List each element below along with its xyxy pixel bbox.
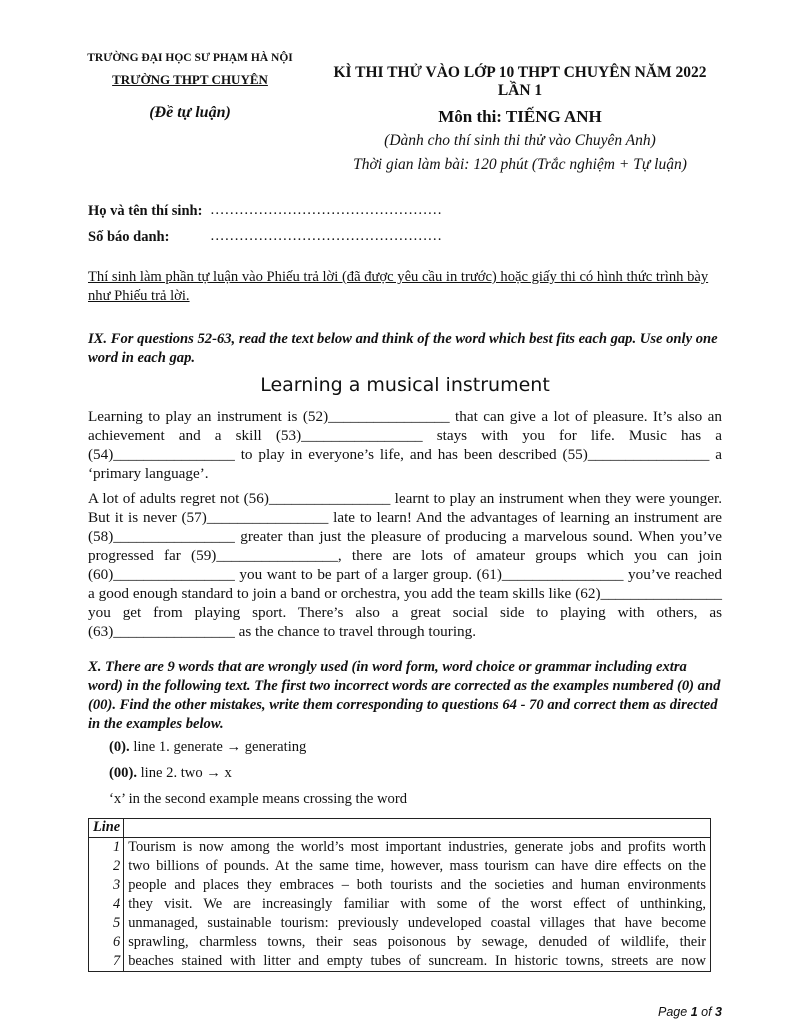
line-number: 2 (89, 857, 124, 876)
exam-round: LẦN 1 (497, 82, 543, 99)
table-row (89, 876, 711, 895)
table-row (89, 838, 711, 858)
line-text: two billions of pounds. At the same time, however, mass tourism can have dire effects on the (124, 857, 711, 876)
example-00-text: line 2. two → x (140, 765, 232, 781)
passage-paragraph-2: A lot of adults regret not (56)________________ learnt to play an instrument when they were younger. But it is never (57)________________ late to learn! And the advantages of learning an instrument are (58)________________ greater than just the pleasure of producing a marvelous sound. When you’ve progressed far (59)________________, there are lots of amateur groups which you can join (60)________________ you want to be part of a larger group. (61)________________ you’ve reached a good enough standard to join a band or orchestra, you add the team skills like (62)________________ you get from playing sport. There’s also a great social side to playing with others, as (63)________________ as the chance to travel through touring. (88, 490, 722, 640)
table-row (89, 952, 711, 972)
page-number: 1 (690, 1005, 698, 1019)
section-x-question: X. There are 9 words that are wrongly used (in word form, word choice or grammar including extra word) in the following text. The first two incorrect words are corrected as the examples numbered (0) and (00). Find the other mistakes, write them corresponding to questions 64 - 70 and correct them as directed in the examples below. (88, 659, 721, 732)
section-type: (Đề tự luận) (149, 104, 231, 121)
line-text: unmanaged, sustainable tourism: previously undeveloped coastal villages that have become (124, 914, 711, 933)
example-note: ‘x’ in the second example means crossing the word (109, 791, 408, 807)
page-label: Page (658, 1005, 688, 1019)
text-column-header (124, 819, 711, 838)
table-header-row (89, 819, 711, 838)
passage-title: Learning a musical instrument (260, 374, 550, 396)
line-number: 6 (89, 933, 124, 952)
audience-note: (Dành cho thí sinh thi thử vào Chuyên Anh) (384, 132, 656, 149)
line-text: they visit. We are increasingly familiar with some of the worst effect of unthinking, (124, 895, 711, 914)
line-number: 4 (89, 895, 124, 914)
line-number: 7 (89, 952, 124, 972)
line-text: beaches stained with litter and empty tubes of suncream. In historic towns, streets are now (124, 952, 711, 972)
line-number: 3 (89, 876, 124, 895)
section-ix-question: IX. For questions 52-63, read the text below and think of the word which best fits each gap. Use only one word in each gap. (88, 331, 718, 366)
table-row (89, 857, 711, 876)
example-0-number: (0). (109, 739, 130, 755)
candidate-name-label: Họ và tên thí sinh: (88, 203, 203, 219)
table-row (89, 914, 711, 933)
candidate-name-field: ………………………………………… (210, 202, 442, 218)
error-text-table (88, 818, 711, 972)
page-footer (658, 1005, 722, 1019)
line-number: 1 (89, 838, 124, 858)
passage-paragraph-1: Learning to play an instrument is (52)________________ that can give a lot of pleasure. It’s also an achievement and a skill (53)________________ stays with you for life. Music has a (54)________________ to play in everyone’s life, and has been described (55)________________ a ‘primary language’. (88, 408, 722, 482)
table-row (89, 895, 711, 914)
candidate-id-field: ………………………………………… (210, 228, 442, 244)
example-00-number: (00). (109, 765, 137, 781)
university-name: TRƯỜNG ĐẠI HỌC SƯ PHẠM HÀ NỘI (87, 52, 293, 64)
line-column-header: Line (89, 819, 124, 838)
subject-title: Môn thi: TIẾNG ANH (438, 107, 602, 126)
page-total: 3 (715, 1005, 722, 1019)
example-00 (109, 765, 232, 782)
school-name: TRƯỜNG THPT CHUYÊN (112, 72, 268, 87)
table-row (89, 933, 711, 952)
line-text: people and places they embraces – both tourists and the societies and human environments (124, 876, 711, 895)
page-of-label: of (701, 1005, 712, 1019)
line-number: 5 (89, 914, 124, 933)
answer-sheet-instruction: Thí sinh làm phần tự luận vào Phiếu trả lời (đã được yêu cầu in trước) hoặc giấy thi có hình thức trình bày như Phiếu trả lời. (88, 269, 709, 304)
example-0-text: line 1. generate → generating (133, 739, 307, 755)
line-text: Tourism is now among the world’s most important industries, generate jobs and profits worth (124, 838, 711, 858)
line-text: sprawling, charmless towns, their seas poisonous by sewage, denuded of wildlife, their (124, 933, 711, 952)
example-0 (109, 739, 306, 756)
exam-duration: Thời gian làm bài: 120 phút (Trắc nghiệm + Tự luận) (353, 156, 687, 173)
candidate-id-label: Số báo danh: (88, 229, 170, 245)
exam-title: KÌ THI THỬ VÀO LỚP 10 THPT CHUYÊN NĂM 2022 (333, 64, 707, 81)
